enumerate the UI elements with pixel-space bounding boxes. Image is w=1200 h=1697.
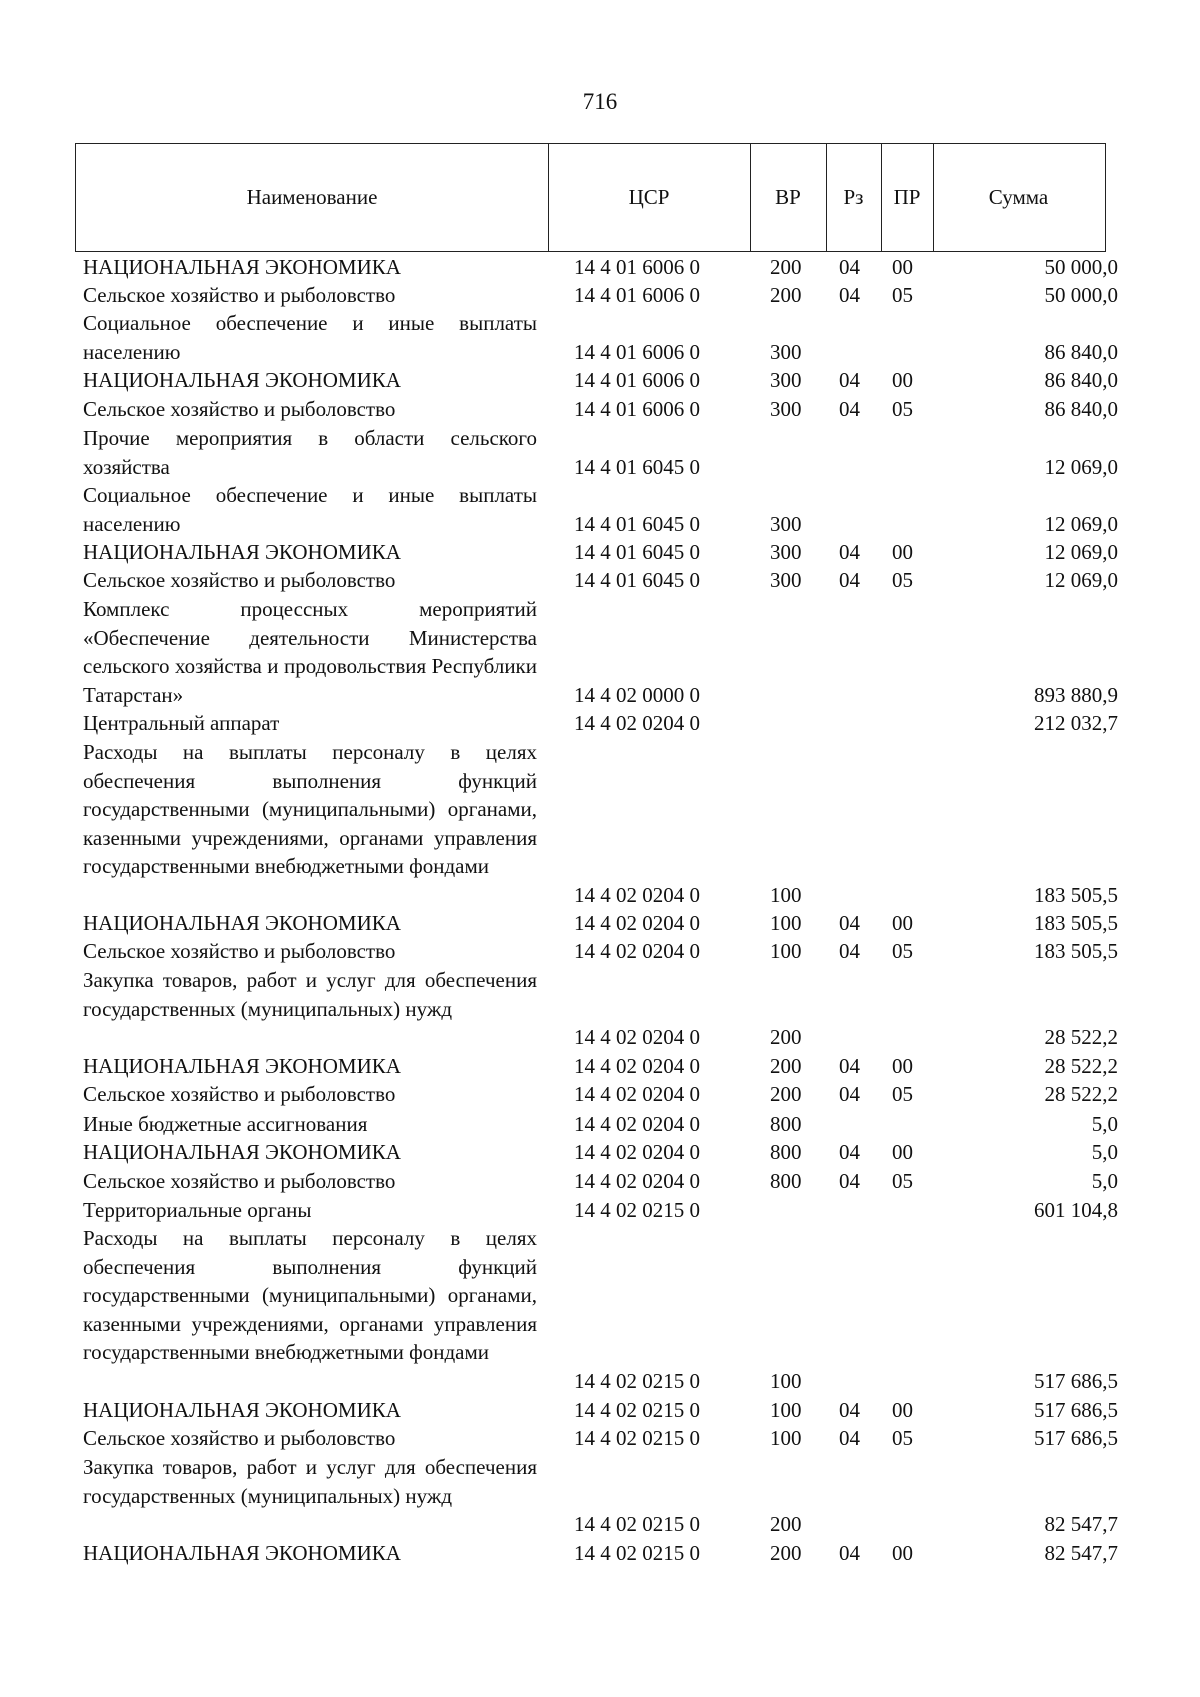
cell-pr: 00 <box>892 1054 913 1078</box>
cell-vr: 200 <box>770 1054 802 1078</box>
cell-vr: 200 <box>770 1025 802 1049</box>
cell-pr: 05 <box>892 1082 913 1106</box>
cell-sum: 28 522,2 <box>1044 1054 1118 1078</box>
cell-name: Социальное обеспечение и иные выплаты населению <box>83 311 537 364</box>
cell-rz: 04 <box>839 255 860 279</box>
table-header <box>75 143 1106 252</box>
table-row <box>0 1539 1200 1568</box>
table-row <box>0 1052 1200 1081</box>
table-row <box>0 1110 1200 1139</box>
cell-code: 14 4 02 0215 0 <box>574 1398 700 1422</box>
cell-vr: 200 <box>770 283 802 307</box>
cell-sum: 601 104,8 <box>1034 1198 1118 1222</box>
cell-code: 14 4 02 0215 0 <box>574 1368 700 1393</box>
cell-sum: 183 505,5 <box>1034 911 1118 935</box>
cell-name: Социальное обеспечение и иные выплаты населению <box>83 483 537 536</box>
cell-sum: 28 522,2 <box>1044 1025 1118 1049</box>
cell-vr: 200 <box>770 1512 802 1536</box>
cell-sum: 893 880,9 <box>1034 682 1118 707</box>
cell-vr: 300 <box>770 511 802 536</box>
cell-name: НАЦИОНАЛЬНАЯ ЭКОНОМИКА <box>83 1398 401 1422</box>
header-vr: ВР <box>775 184 801 209</box>
page-number: 716 <box>582 89 618 114</box>
table-row <box>0 1138 1200 1167</box>
cell-rz: 04 <box>839 939 860 963</box>
cell-rz: 04 <box>839 1054 860 1078</box>
cell-sum: 212 032,7 <box>1034 711 1118 735</box>
cell-vr: 100 <box>770 1368 802 1393</box>
cell-code: 14 4 02 0204 0 <box>574 1140 700 1164</box>
cell-vr: 200 <box>770 1082 802 1106</box>
cell-name: Сельское хозяйство и рыболовство <box>83 397 396 421</box>
cell-name: НАЦИОНАЛЬНАЯ ЭКОНОМИКА <box>83 1140 401 1164</box>
cell-name: Сельское хозяйство и рыболовство <box>83 1169 396 1193</box>
cell-name: НАЦИОНАЛЬНАЯ ЭКОНОМИКА <box>83 368 401 392</box>
cell-rz: 04 <box>839 397 860 421</box>
table-row <box>0 937 1200 966</box>
header-pr: ПР <box>893 184 921 209</box>
cell-code: 14 4 01 6006 0 <box>574 397 700 421</box>
cell-pr: 00 <box>892 1541 913 1565</box>
cell-vr: 100 <box>770 1398 802 1422</box>
table-row <box>0 395 1200 424</box>
table-row <box>0 1080 1200 1109</box>
cell-rz: 04 <box>839 911 860 935</box>
cell-name: Закупка товаров, работ и услуг для обеспечения государственных (муниципальных) нужд <box>83 1455 537 1508</box>
cell-code: 14 4 02 0215 0 <box>574 1198 700 1222</box>
cell-name: Сельское хозяйство и рыболовство <box>83 939 396 963</box>
cell-code: 14 4 01 6006 0 <box>574 368 700 392</box>
cell-sum: 517 686,5 <box>1034 1398 1118 1422</box>
cell-rz: 04 <box>839 368 860 392</box>
cell-code: 14 4 01 6045 0 <box>574 511 700 536</box>
cell-vr: 100 <box>770 939 802 963</box>
cell-name: Сельское хозяйство и рыболовство <box>83 568 396 592</box>
cell-rz: 04 <box>839 568 860 592</box>
cell-name: НАЦИОНАЛЬНАЯ ЭКОНОМИКА <box>83 255 401 279</box>
cell-name: НАЦИОНАЛЬНАЯ ЭКОНОМИКА <box>83 540 401 564</box>
cell-vr: 800 <box>770 1169 802 1193</box>
cell-name: Центральный аппарат <box>83 711 280 735</box>
table-row <box>0 566 1200 595</box>
table-row <box>0 281 1200 310</box>
cell-pr: 00 <box>892 1140 913 1164</box>
cell-code: 14 4 02 0215 0 <box>574 1426 700 1450</box>
cell-vr: 100 <box>770 1426 802 1450</box>
table-row <box>0 1396 1200 1425</box>
cell-code: 14 4 02 0204 0 <box>574 911 700 935</box>
cell-sum: 183 505,5 <box>1034 882 1118 907</box>
cell-name: НАЦИОНАЛЬНАЯ ЭКОНОМИКА <box>83 911 401 935</box>
cell-code: 14 4 02 0204 0 <box>574 1025 700 1049</box>
cell-vr: 300 <box>770 368 802 392</box>
cell-vr: 200 <box>770 1541 802 1565</box>
cell-code: 14 4 02 0204 0 <box>574 1112 700 1136</box>
cell-sum: 12 069,0 <box>1044 568 1118 592</box>
cell-name: Расходы на выплаты персоналу в целях обеспечения выполнения функций государственными (муниципальными) органами, казенными учреждениями, органами управления государственными внебюджетными фондами <box>83 1226 537 1364</box>
cell-pr: 05 <box>892 939 913 963</box>
cell-sum: 5,0 <box>1091 1169 1118 1193</box>
cell-sum: 28 522,2 <box>1044 1082 1118 1106</box>
table-row <box>0 1453 1200 1539</box>
cell-sum: 86 840,0 <box>1044 397 1118 421</box>
table-row <box>0 1167 1200 1196</box>
cell-sum: 82 547,7 <box>1044 1512 1118 1536</box>
cell-rz: 04 <box>839 1398 860 1422</box>
cell-name: Комплекс процессных мероприятий «Обеспечение деятельности Министерства сельского хозяйства и продовольствия Республики Татарстан» <box>83 597 537 707</box>
cell-rz: 04 <box>839 1541 860 1565</box>
cell-pr: 05 <box>892 397 913 421</box>
cell-rz: 04 <box>839 1426 860 1450</box>
cell-sum: 12 069,0 <box>1044 454 1118 479</box>
cell-code: 14 4 02 0204 0 <box>574 1169 700 1193</box>
cell-name: Расходы на выплаты персоналу в целях обеспечения выполнения функций государственными (муниципальными) органами, казенными учреждениями, органами управления государственными внебюджетными фондами <box>83 740 537 878</box>
cell-rz: 04 <box>839 540 860 564</box>
cell-vr: 300 <box>770 339 802 364</box>
cell-vr: 800 <box>770 1112 802 1136</box>
cell-code: 14 4 02 0000 0 <box>574 682 700 707</box>
cell-vr: 300 <box>770 397 802 421</box>
cell-sum: 12 069,0 <box>1044 511 1118 536</box>
cell-code: 14 4 01 6045 0 <box>574 454 700 479</box>
cell-sum: 86 840,0 <box>1044 368 1118 392</box>
cell-code: 14 4 02 0215 0 <box>574 1541 700 1565</box>
cell-sum: 517 686,5 <box>1034 1368 1118 1393</box>
cell-vr: 100 <box>770 882 802 907</box>
header-code: ЦСР <box>628 184 670 209</box>
cell-vr: 100 <box>770 911 802 935</box>
cell-code: 14 4 01 6006 0 <box>574 255 700 279</box>
cell-sum: 50 000,0 <box>1044 283 1118 307</box>
cell-sum: 50 000,0 <box>1044 255 1118 279</box>
cell-sum: 517 686,5 <box>1034 1426 1118 1450</box>
table-row <box>0 253 1200 282</box>
cell-name: Сельское хозяйство и рыболовство <box>83 1426 396 1450</box>
cell-rz: 04 <box>839 1140 860 1164</box>
table-row <box>0 366 1200 395</box>
cell-name: Иные бюджетные ассигнования <box>83 1112 368 1136</box>
table-row <box>0 1224 1200 1395</box>
cell-sum: 86 840,0 <box>1044 339 1118 364</box>
cell-code: 14 4 01 6045 0 <box>574 540 700 564</box>
cell-sum: 183 505,5 <box>1034 939 1118 963</box>
cell-sum: 82 547,7 <box>1044 1541 1118 1565</box>
cell-vr: 300 <box>770 540 802 564</box>
cell-code: 14 4 01 6045 0 <box>574 568 700 592</box>
cell-pr: 05 <box>892 283 913 307</box>
table-row <box>0 481 1200 538</box>
cell-name: Закупка товаров, работ и услуг для обеспечения государственных (муниципальных) нужд <box>83 968 537 1021</box>
cell-sum: 5,0 <box>1091 1140 1118 1164</box>
cell-name: Сельское хозяйство и рыболовство <box>83 1082 396 1106</box>
cell-pr: 05 <box>892 1426 913 1450</box>
header-name: Наименование <box>246 184 378 209</box>
cell-code: 14 4 02 0204 0 <box>574 882 700 907</box>
cell-vr: 200 <box>770 255 802 279</box>
cell-code: 14 4 02 0204 0 <box>574 711 700 735</box>
cell-pr: 00 <box>892 1398 913 1422</box>
cell-rz: 04 <box>839 1169 860 1193</box>
table-row <box>0 1424 1200 1453</box>
table-row <box>0 309 1200 366</box>
table-row <box>0 738 1200 909</box>
cell-sum: 5,0 <box>1091 1112 1118 1136</box>
cell-sum: 12 069,0 <box>1044 540 1118 564</box>
cell-code: 14 4 02 0204 0 <box>574 939 700 963</box>
table-row <box>0 538 1200 567</box>
cell-code: 14 4 02 0215 0 <box>574 1512 700 1536</box>
cell-name: НАЦИОНАЛЬНАЯ ЭКОНОМИКА <box>83 1054 401 1078</box>
cell-rz: 04 <box>839 283 860 307</box>
cell-name: Прочие мероприятия в области сельского хозяйства <box>83 426 537 479</box>
table-row <box>0 709 1200 738</box>
header-rz: Рз <box>843 184 864 209</box>
table-row <box>0 909 1200 938</box>
cell-code: 14 4 02 0204 0 <box>574 1082 700 1106</box>
header-sum: Сумма <box>988 184 1049 209</box>
table-row <box>0 1196 1200 1225</box>
table-row <box>0 424 1200 481</box>
cell-rz: 04 <box>839 1082 860 1106</box>
cell-name: Территориальные органы <box>83 1198 312 1222</box>
cell-pr: 05 <box>892 1169 913 1193</box>
table-row <box>0 966 1200 1052</box>
cell-pr: 00 <box>892 255 913 279</box>
table-row <box>0 595 1200 709</box>
cell-vr: 800 <box>770 1140 802 1164</box>
cell-name: Сельское хозяйство и рыболовство <box>83 283 396 307</box>
cell-pr: 00 <box>892 540 913 564</box>
cell-pr: 00 <box>892 911 913 935</box>
cell-code: 14 4 01 6006 0 <box>574 339 700 364</box>
cell-pr: 00 <box>892 368 913 392</box>
cell-pr: 05 <box>892 568 913 592</box>
cell-vr: 300 <box>770 568 802 592</box>
cell-name: НАЦИОНАЛЬНАЯ ЭКОНОМИКА <box>83 1541 401 1565</box>
cell-code: 14 4 01 6006 0 <box>574 283 700 307</box>
cell-code: 14 4 02 0204 0 <box>574 1054 700 1078</box>
